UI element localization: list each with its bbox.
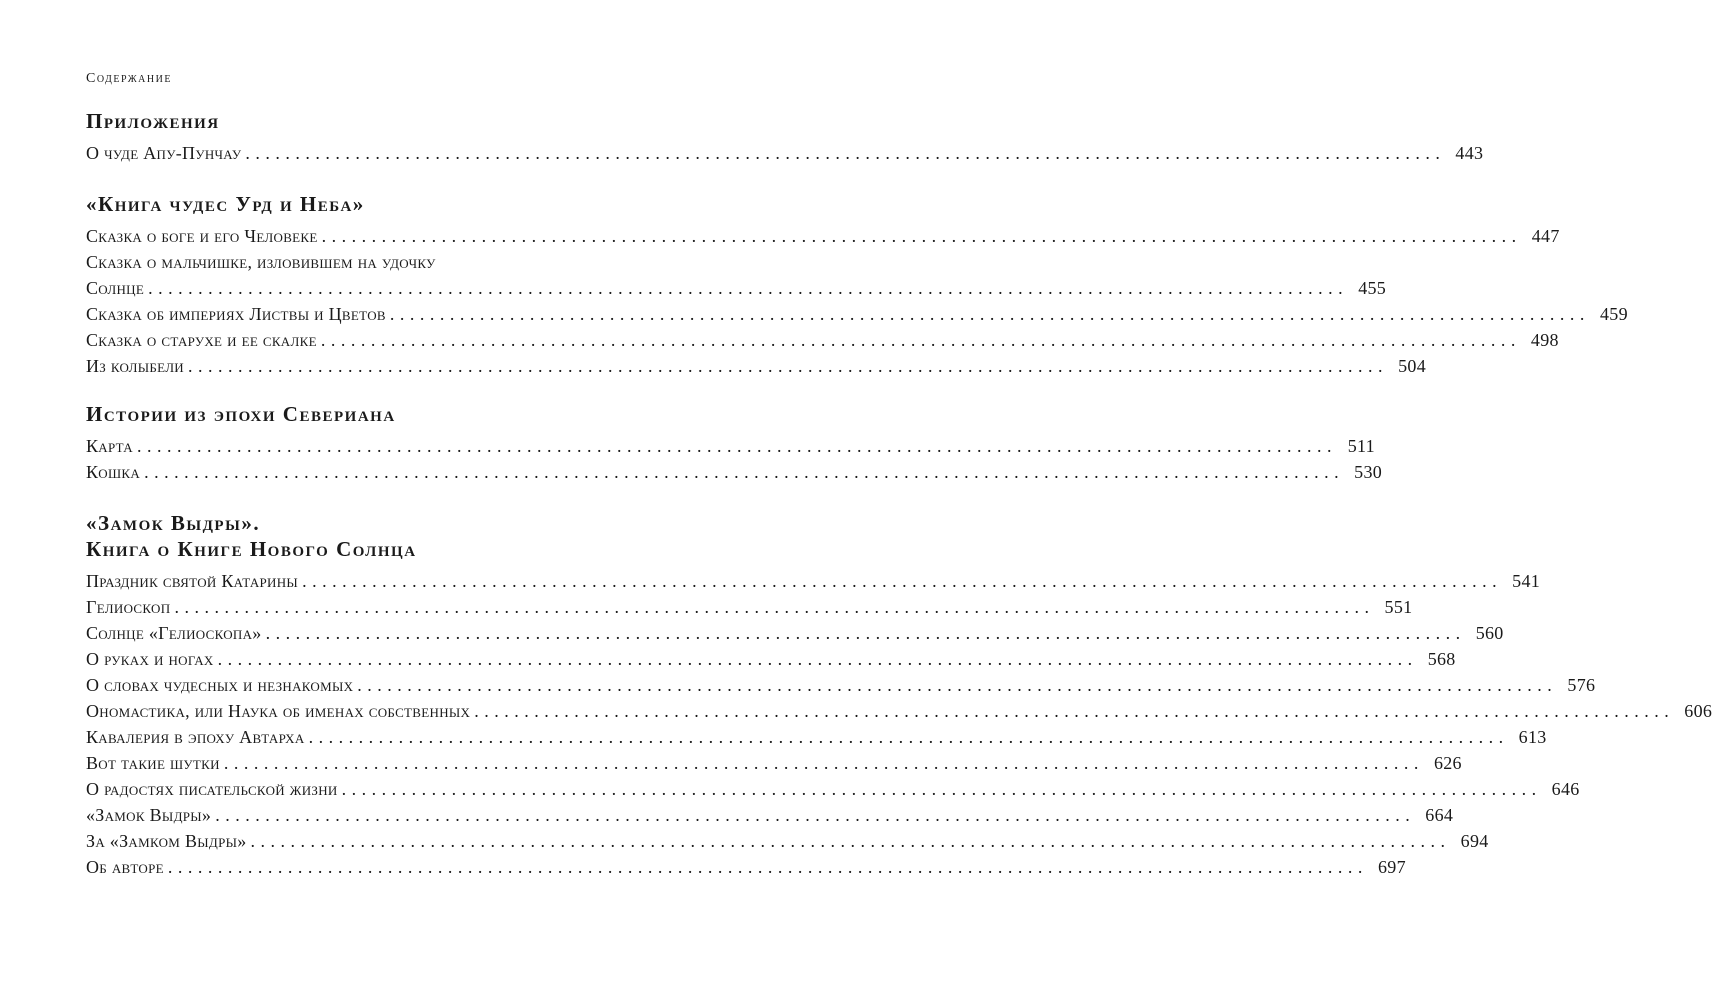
entry-page-number: 568 xyxy=(1427,649,1456,669)
dot-leader: ........................................................................................................................ xyxy=(357,675,1558,695)
entry-page-number: 459 xyxy=(1599,304,1628,324)
toc-entry[interactable] xyxy=(86,223,1560,249)
toc-entry[interactable] xyxy=(86,802,1454,828)
entry-page-number: 443 xyxy=(1455,143,1484,163)
section-entries xyxy=(86,223,1628,379)
entry-page-number: 551 xyxy=(1384,597,1413,617)
section-castle-of-the-otter xyxy=(86,510,1712,880)
section-title: «Замок Выдры». xyxy=(86,511,261,535)
entry-title: О словах чудесных и незнакомых xyxy=(86,675,354,695)
entry-title: О руках и ногах xyxy=(86,649,214,669)
toc-entry[interactable] xyxy=(86,353,1426,379)
dot-leader: ........................................................................................................................ xyxy=(215,805,1416,825)
entry-page-number: 560 xyxy=(1475,623,1504,643)
entry-title: Гелиоскоп xyxy=(86,597,171,617)
entry-title: Солнце «Гелиоскопа» xyxy=(86,623,262,643)
entry-title-first-line[interactable]: Сказка о мальчишке, изловившем на удочку xyxy=(86,252,436,272)
entry-title: «Замок Выдры» xyxy=(86,805,212,825)
toc-entry[interactable] xyxy=(86,776,1580,802)
entry-title: Карта xyxy=(86,436,133,456)
dot-leader: ........................................................................................................................ xyxy=(308,727,1509,747)
toc-entry[interactable] xyxy=(86,828,1489,854)
entry-page-number: 455 xyxy=(1358,278,1387,298)
dot-leader: ........................................................................................................................ xyxy=(389,304,1590,324)
dot-leader: ........................................................................................................................ xyxy=(302,571,1503,591)
entry-title: Вот такие шутки xyxy=(86,753,220,773)
dot-leader: ........................................................................................................................ xyxy=(265,623,1466,643)
toc-entry[interactable] xyxy=(86,594,1413,620)
toc-entry[interactable] xyxy=(86,140,1484,166)
dot-leader: ........................................................................................................................ xyxy=(250,831,1451,851)
entry-title: Солнце xyxy=(86,278,145,298)
section-appendices xyxy=(86,108,1484,166)
entry-page-number: 541 xyxy=(1512,571,1541,591)
section-subtitle: Книга о Книге Нового Солнца xyxy=(86,537,417,561)
toc-entry[interactable] xyxy=(86,724,1547,750)
toc-entry[interactable] xyxy=(86,750,1462,776)
running-head: Содержание xyxy=(86,71,172,86)
entry-page-number: 498 xyxy=(1530,330,1559,350)
entry-title: За «Замком Выдры» xyxy=(86,831,247,851)
dot-leader: ........................................................................................................................ xyxy=(148,278,1349,298)
dot-leader: ........................................................................................................................ xyxy=(167,857,1368,877)
entry-page-number: 576 xyxy=(1567,675,1596,695)
entry-title: Об авторе xyxy=(86,857,164,877)
entry-page-number: 530 xyxy=(1354,462,1383,482)
toc-entry[interactable] xyxy=(86,854,1406,880)
section-entries xyxy=(86,140,1484,166)
dot-leader: ........................................................................................................................ xyxy=(321,226,1522,246)
entry-page-number: 694 xyxy=(1460,831,1489,851)
entry-title: О радостях писательской жизни xyxy=(86,779,338,799)
entry-title: Сказка о старухе и ее скалке xyxy=(86,330,317,350)
entry-title: Ономастика, или Наука об именах собственных xyxy=(86,701,471,721)
entry-page-number: 504 xyxy=(1398,356,1426,376)
entry-title: Кошка xyxy=(86,462,141,482)
section-book-of-wonders xyxy=(86,191,1628,379)
entry-title: Из колыбели xyxy=(86,356,184,376)
dot-leader: ........................................................................................................................ xyxy=(474,701,1675,721)
toc-entry[interactable] xyxy=(86,275,1387,301)
section-title: Истории из эпохи Севериана xyxy=(86,402,396,426)
toc-entry[interactable] xyxy=(86,301,1628,327)
dot-leader: ........................................................................................................................ xyxy=(144,462,1345,482)
toc-entry[interactable] xyxy=(86,327,1559,353)
dot-leader: ........................................................................................................................ xyxy=(188,356,1388,376)
toc-entry[interactable] xyxy=(86,672,1596,698)
entry-page-number: 646 xyxy=(1551,779,1580,799)
entry-page-number: 626 xyxy=(1433,753,1462,773)
toc-entry[interactable] xyxy=(86,433,1375,459)
section-title: Приложения xyxy=(86,109,220,133)
section-title: «Книга чудес Урд и Неба» xyxy=(86,192,365,216)
dot-leader: ........................................................................................................................ xyxy=(136,436,1337,456)
dot-leader: ........................................................................................................................ xyxy=(245,143,1446,163)
entry-title: Сказка о боге и его Человеке xyxy=(86,226,318,246)
entry-page-number: 664 xyxy=(1425,805,1454,825)
toc-entry[interactable] xyxy=(86,646,1456,672)
section-entries xyxy=(86,433,1383,485)
dot-leader: ........................................................................................................................ xyxy=(217,649,1418,669)
toc-entry[interactable] xyxy=(86,620,1504,646)
entry-page-number: 511 xyxy=(1347,436,1375,456)
toc-entry[interactable] xyxy=(86,459,1383,485)
entry-page-number: 697 xyxy=(1377,857,1406,877)
entry-title: Праздник святой Катарины xyxy=(86,571,299,591)
entry-title: Кавалерия в эпоху Автарха xyxy=(86,727,305,747)
entry-title: О чуде Апу-Пунчау xyxy=(86,143,242,163)
dot-leader: ........................................................................................................................ xyxy=(174,597,1375,617)
toc-entry[interactable] xyxy=(86,568,1541,594)
dot-leader: ........................................................................................................................ xyxy=(223,753,1424,773)
dot-leader: ........................................................................................................................ xyxy=(320,330,1521,350)
entry-page-number: 447 xyxy=(1531,226,1560,246)
toc-entry[interactable] xyxy=(86,698,1712,724)
dot-leader: ........................................................................................................................ xyxy=(341,779,1542,799)
entry-page-number: 613 xyxy=(1518,727,1547,747)
section-severian-stories xyxy=(86,401,1383,485)
entry-page-number: 606 xyxy=(1684,701,1712,721)
entry-title: Сказка об империях Листвы и Цветов xyxy=(86,304,386,324)
section-entries xyxy=(86,568,1712,880)
